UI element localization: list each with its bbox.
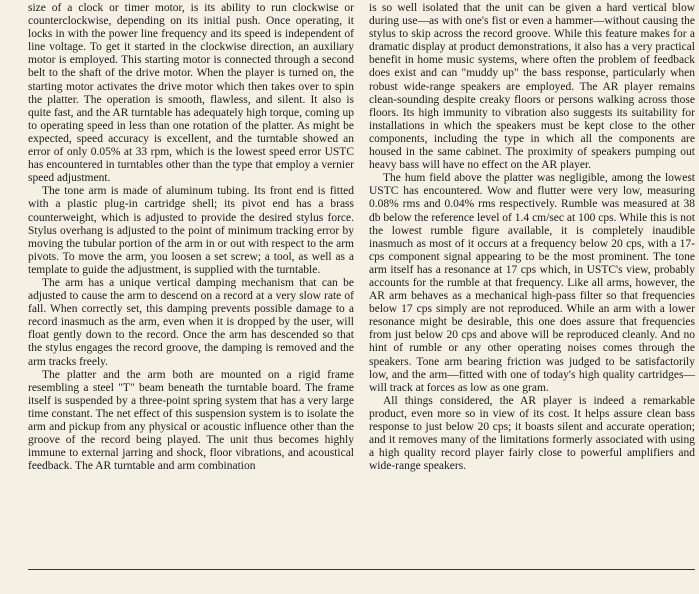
paragraph-motor: size of a clock or timer motor, is its ability to run clockwise or counterclockwise, depending on its initial push. Once operating, it locks in with the power line frequency and its speed is independent of line voltage. To get it started in the clockwise direction, an auxiliary motor is employed. This starting motor is connected through a second belt to the shaft of the drive motor. When the player is turned on, the starting motor activates the drive motor which then takes over to spin the platter. The operation is smooth, flawless, and silent. It also is quite fast, and the AR turntable has adequately high torque, coming up to operating speed in less than one rotation of the platter. As might be expected, speed accuracy is excellent, and the turntable showed an error of only 0.05% at 33 rpm, which is the lowest speed error USTC has encountered in turntables other than the type that employ a vernier speed adjustment. bbox=[28, 2, 354, 185]
paragraph-measurements: The hum field above the platter was negligible, among the lowest USTC has encountered. Wow and flutter were very low, measuring 0.08% rms and 0.04% rms respectively. Rumble was measured at 38 db below the reference level of 1.4 cm/sec at 100 cps. While this is not the lowest rumble figure available, it is completely inaudible inasmuch as most of it occurs at a frequency below 20 cps, with a 17-cps component signal appearing to be the most prominent. The tone arm itself has a resonance at 17 cps which, in USTC's view, probably accounts for the rumble at that frequency. Like all arms, however, the AR arm behaves as a mechanical high-pass filter so that frequencies below 17 cps simply are not reproduced. While an arm with a lower resonance might be desirable, this one does assure that frequencies from just below 20 cps and above will be reproduced cleanly. And no hint of rumble or any other operating noises comes through the speakers. Tone arm bearing friction was judged to be satisfactorily low, and the arm—fitted with one of today's high quality cartridges—will track at forces as low as one gram. bbox=[369, 172, 695, 394]
bottom-rule bbox=[28, 569, 695, 570]
left-column bbox=[28, 2, 354, 473]
paragraph-isolation: is so well isolated that the unit can be given a hard vertical blow during use—as with one's fist or even a hammer—without causing the stylus to skip across the record groove. While this feature makes for a dramatic display at product demonstrations, it also has a very practical benefit in home music systems, where often the problem of feedback does exist and can "muddy up" the bass response, particularly when robust wide-range speakers are employed. The AR player remains clean-sounding despite creaky floors or persons walking across those floors. Its high immunity to vibration also suggests its suitability for installations in which the speakers must be kept close to the other components, including the type in which all the components are housed in the same cabinet. The proximity of speakers pumping out heavy bass will have no effect on the AR player. bbox=[369, 2, 695, 172]
paragraph-tone-arm: The tone arm is made of aluminum tubing. Its front end is fitted with a plastic plug-in cartridge shell; its pivot end has a brass counterweight, which is adjusted to provide the desired stylus force. Stylus overhang is adjusted to the point of minimum tracking error by moving the tubular portion of the arm in or out with respect to the arm pivots. To move the arm, you loosen a set screw; a tool, as well as a template to guide the adjustment, is supplied with the turntable. bbox=[28, 185, 354, 276]
right-column bbox=[369, 2, 695, 473]
paragraph-conclusion: All things considered, the AR player is indeed a remarkable product, even more so in view of its cost. It helps assure clean bass response to just below 20 cps; it boasts silent and accurate operation; and it removes many of the limitations formerly associated with using a high quality record player fairly close to powerful amplifiers and wide-range speakers. bbox=[369, 394, 695, 473]
paragraph-suspension: The platter and the arm both are mounted on a rigid frame resembling a steel "T" beam beneath the turntable board. The frame itself is suspended by a three-point spring system that has a very large time constant. The net effect of this suspension system is to isolate the arm and pickup from any physical or acoustic influence other than the groove of the record being played. The unit thus becomes highly immune to external jarring and shock, floor vibrations, and acoustical feedback. The AR turntable and arm combination bbox=[28, 368, 354, 473]
paragraph-damping: The arm has a unique vertical damping mechanism that can be adjusted to cause the arm to descend on a record at a very slow rate of fall. When correctly set, this damping prevents possible damage to a record inasmuch as the arm, even when it is dropped by the user, will float gently down to the record. Once the arm has descended so that the stylus engages the record groove, the damping is removed and the arm tracks freely. bbox=[28, 276, 354, 368]
